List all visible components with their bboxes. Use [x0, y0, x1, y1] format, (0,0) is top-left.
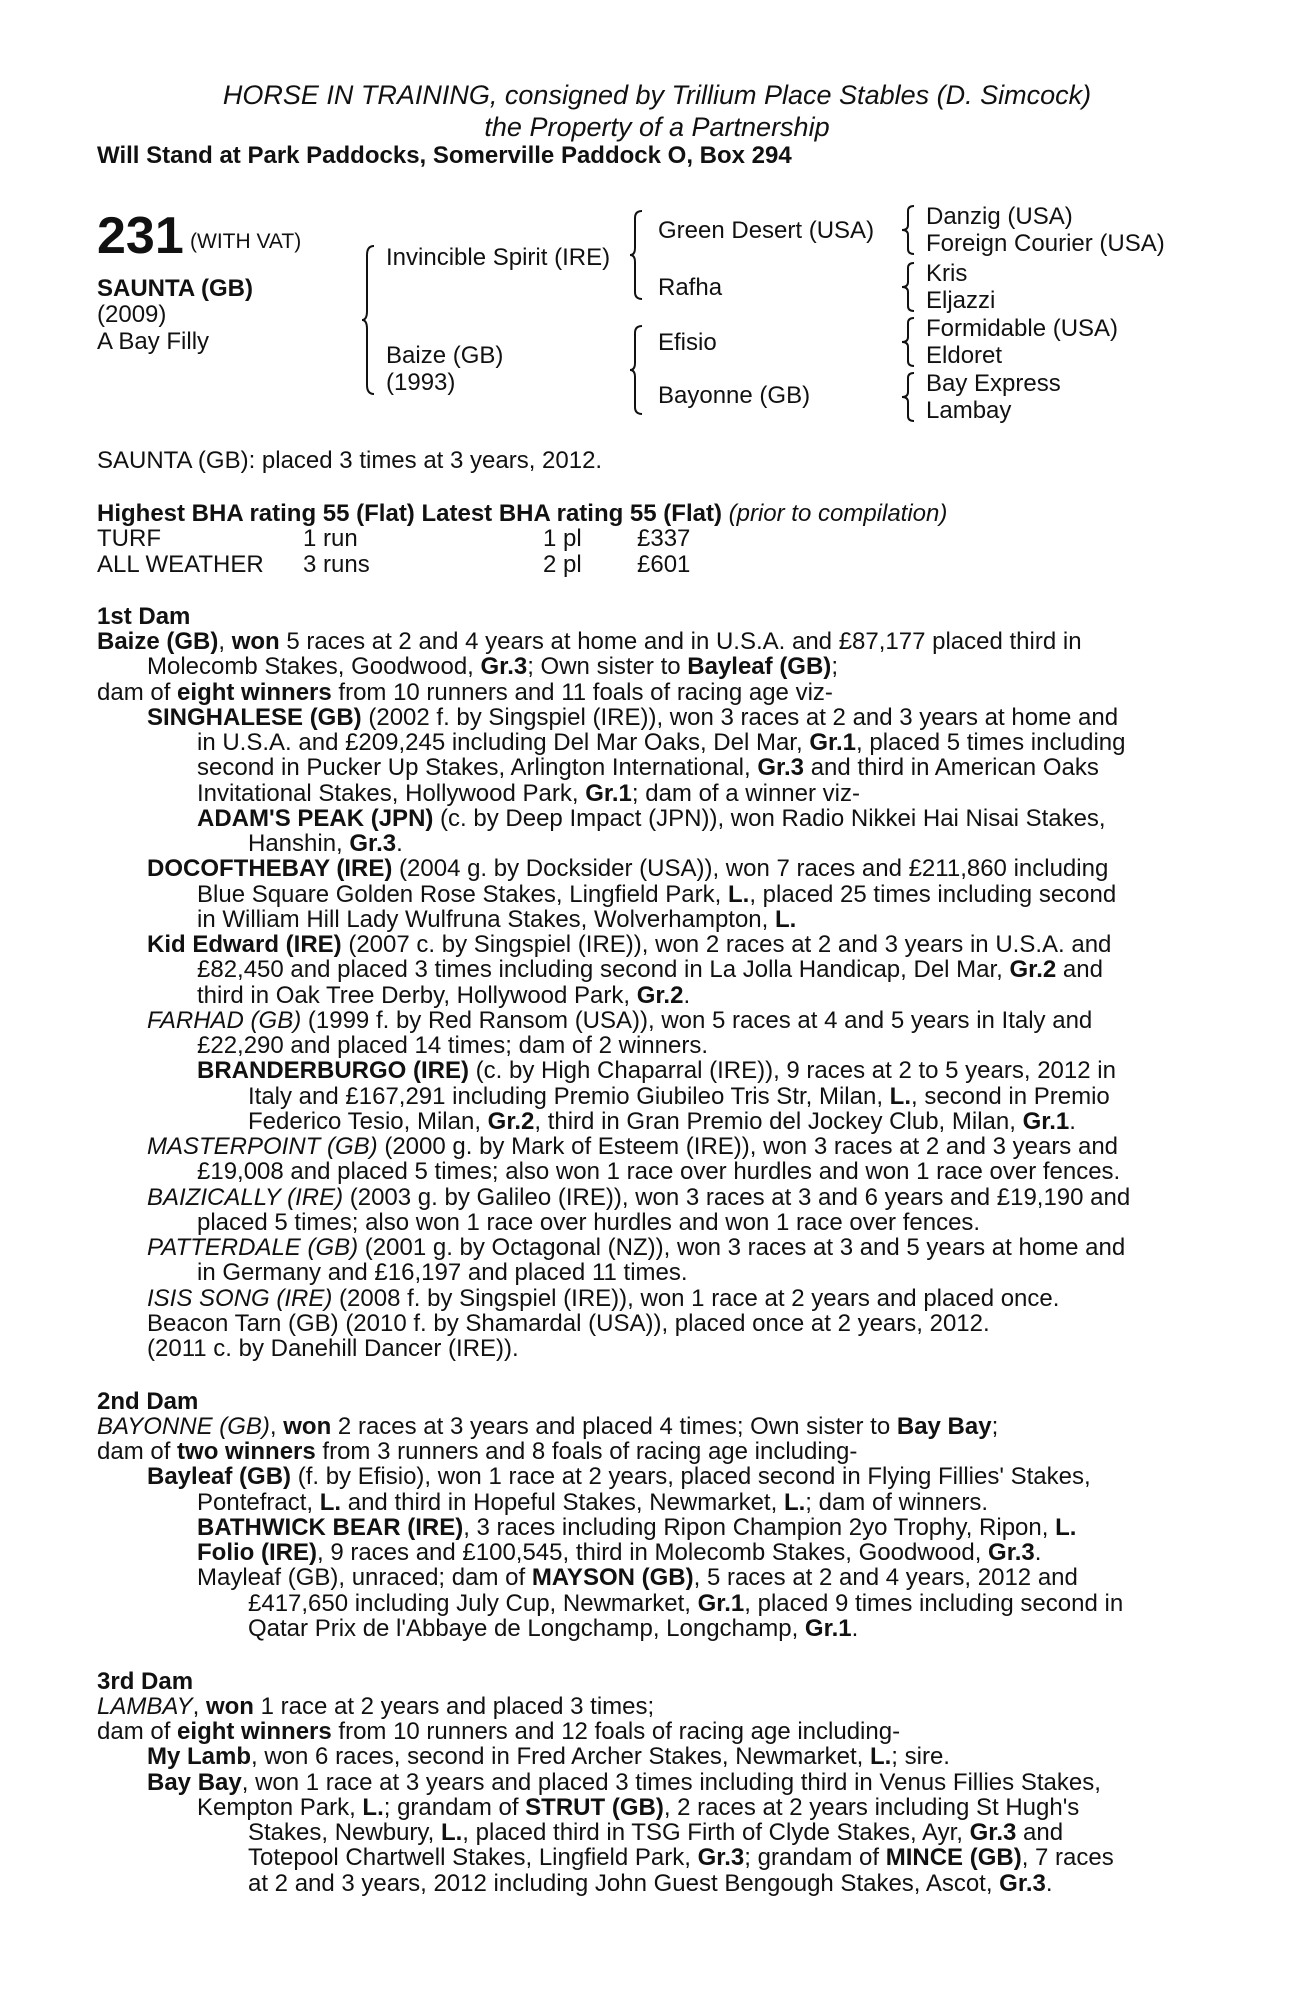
third-dam-heading: 3rd Dam [97, 1668, 194, 1695]
pedigree-sire: Invincible Spirit (IRE) [386, 244, 611, 271]
second-dam-line: BATHWICK BEAR (IRE), 3 races including Ripon Champion 2yo Trophy, Ripon, L. [197, 1514, 1077, 1541]
pedigree-brace-sire [630, 210, 644, 300]
aw-money: £601 [637, 551, 691, 578]
second-dam-line: dam of two winners from 3 runners and 8 foals of racing age including- [97, 1438, 858, 1465]
second-dam-line: Folio (IRE), 9 races and £100,545, third in Molecomb Stakes, Goodwood, Gr.3. [197, 1539, 1042, 1566]
first-dam-line: DOCOFTHEBAY (IRE) (2004 g. by Docksider (USA)), won 7 races and £211,860 including [147, 855, 1109, 882]
first-dam-line: Blue Square Golden Rose Stakes, Lingfield Park, L., placed 25 times including second [197, 881, 1117, 908]
pedigree-ddd: Lambay [926, 397, 1012, 424]
third-dam-line: LAMBAY, won 1 race at 2 years and placed 3 times; [97, 1693, 655, 1720]
second-dam-line: Pontefract, L. and third in Hopeful Stakes, Newmarket, L.; dam of winners. [197, 1489, 989, 1516]
first-dam-line: Hanshin, Gr.3. [248, 830, 403, 857]
pedigree-sds: Kris [926, 260, 968, 287]
pedigree-brace-sd [902, 262, 916, 312]
bha-rating [97, 501, 947, 527]
first-dam-line: £22,290 and placed 14 times; dam of 2 winners. [197, 1032, 708, 1059]
pedigree-dam-year: (1993) [386, 369, 456, 396]
pedigree-brace-dd [902, 372, 916, 422]
pedigree-dam-dam: Bayonne (GB) [658, 382, 811, 409]
first-dam-line: dam of eight winners from 10 runners and 11 foals of racing age viz- [97, 679, 833, 706]
first-dam-line: FARHAD (GB) (1999 f. by Red Ransom (USA)), won 5 races at 4 and 5 years in Italy and [147, 1007, 1093, 1034]
first-dam-line: placed 5 times; also won 1 race over hurdles and won 1 race over fences. [197, 1209, 981, 1236]
first-dam-line: Beacon Tarn (GB) (2010 f. by Shamardal (USA)), placed once at 2 years, 2012. [147, 1310, 990, 1337]
first-dam-line: third in Oak Tree Derby, Hollywood Park, Gr.2. [197, 982, 691, 1009]
pedigree-dam-sire: Efisio [658, 329, 717, 356]
pedigree-sire-dam: Rafha [658, 274, 723, 301]
horse-name: SAUNTA (GB) [97, 275, 253, 302]
third-dam-line: Kempton Park, L.; grandam of STRUT (GB), 2 races at 2 years including St Hugh's [197, 1794, 1080, 1821]
first-dam-line: Italy and £167,291 including Premio Giubileo Tris Str, Milan, L., second in Premio [248, 1083, 1110, 1110]
first-dam-line: PATTERDALE (GB) (2001 g. by Octagonal (NZ)), won 3 races at 3 and 5 years at home and [147, 1234, 1126, 1261]
consignor-line: HORSE IN TRAINING, consigned by Trillium Place Stables (D. Simcock) [222, 80, 1092, 110]
turf-money: £337 [637, 525, 691, 552]
second-dam-line: Qatar Prix de l'Abbaye de Longchamp, Longchamp, Gr.1. [248, 1615, 859, 1642]
second-dam-line: £417,650 including July Cup, Newmarket, Gr.1, placed 9 times including second in [248, 1590, 1124, 1617]
first-dam-line: Federico Tesio, Milan, Gr.2, third in Gran Premio del Jockey Club, Milan, Gr.1. [248, 1108, 1076, 1135]
property-line: the Property of a Partnership [484, 112, 830, 142]
first-dam-line: BAIZICALLY (IRE) (2003 g. by Galileo (IRE)), won 3 races at 3 and 6 years and £19,190 and [147, 1184, 1131, 1211]
first-dam-line: second in Pucker Up Stakes, Arlington International, Gr.3 and third in American Oaks [197, 754, 1099, 781]
first-dam-line: SINGHALESE (GB) (2002 f. by Singspiel (IRE)), won 3 races at 2 and 3 years at home and [147, 704, 1119, 731]
turf-surface: TURF [97, 525, 161, 552]
horse-description: A Bay Filly [97, 328, 210, 355]
first-dam-heading: 1st Dam [97, 603, 191, 630]
pedigree-brace-ds [902, 317, 916, 367]
race-summary: SAUNTA (GB): placed 3 times at 3 years, 2012. [97, 447, 603, 474]
pedigree-brace-dam [630, 325, 644, 415]
second-dam-line: Mayleaf (GB), unraced; dam of MAYSON (GB), 5 races at 2 and 4 years, 2012 and [197, 1564, 1078, 1591]
first-dam-line: Baize (GB), won 5 races at 2 and 4 years at home and in U.S.A. and £87,177 placed third in [97, 628, 1082, 655]
first-dam-line: in William Hill Lady Wulfruna Stakes, Wolverhampton, L. [197, 906, 797, 933]
third-dam-line: at 2 and 3 years, 2012 including John Guest Bengough Stakes, Ascot, Gr.3. [248, 1870, 1053, 1897]
second-dam-line: BAYONNE (GB), won 2 races at 3 years and placed 4 times; Own sister to Bay Bay; [97, 1413, 999, 1440]
first-dam-line: ISIS SONG (IRE) (2008 f. by Singspiel (IRE)), won 1 race at 2 years and placed once. [147, 1285, 1060, 1312]
aw-placed: 2 pl [543, 551, 582, 578]
pedigree-dsd: Eldoret [926, 342, 1003, 369]
first-dam-line: BRANDERBURGO (IRE) (c. by High Chaparral (IRE)), 9 races at 2 to 5 years, 2012 in [197, 1057, 1116, 1084]
first-dam-line: in Germany and £16,197 and placed 11 times. [197, 1259, 688, 1286]
first-dam-line: Kid Edward (IRE) (2007 c. by Singspiel (IRE)), won 2 races at 2 and 3 years in U.S.A. and [147, 931, 1112, 958]
pedigree-dds: Bay Express [926, 370, 1061, 397]
first-dam-line: ADAM'S PEAK (JPN) (c. by Deep Impact (JPN)), won Radio Nikkei Hai Nisai Stakes, [197, 805, 1106, 832]
third-dam-line: Bay Bay, won 1 race at 3 years and placed 3 times including third in Venus Fillies Stakes, [147, 1769, 1101, 1796]
third-dam-line: My Lamb, won 6 races, second in Fred Archer Stakes, Newmarket, L.; sire. [147, 1743, 950, 1770]
bha-rating-text: Highest BHA rating 55 (Flat) Latest BHA rating 55 (Flat) [97, 500, 722, 527]
first-dam-line: in U.S.A. and £209,245 including Del Mar Oaks, Del Mar, Gr.1, placed 5 times including [197, 729, 1126, 756]
first-dam-line: Invitational Stakes, Hollywood Park, Gr.1; dam of a winner viz- [197, 780, 860, 807]
first-dam-line: MASTERPOINT (GB) (2000 g. by Mark of Esteem (IRE)), won 3 races at 2 and 3 years and [147, 1133, 1119, 1160]
pedigree-dss: Formidable (USA) [926, 315, 1119, 342]
first-dam-line: Molecomb Stakes, Goodwood, Gr.3; Own sister to Bayleaf (GB); [147, 653, 838, 680]
turf-placed: 1 pl [543, 525, 582, 552]
first-dam-line: (2011 c. by Danehill Dancer (IRE)). [147, 1335, 519, 1362]
pedigree-sire-sire: Green Desert (USA) [658, 217, 875, 244]
pedigree-dam: Baize (GB) [386, 342, 504, 369]
pedigree-sdd: Eljazzi [926, 287, 996, 314]
third-dam-line: Stakes, Newbury, L., placed third in TSG Firth of Clyde Stakes, Ayr, Gr.3 and [248, 1819, 1064, 1846]
stand-line: Will Stand at Park Paddocks, Somerville Paddock O, Box 294 [97, 142, 792, 169]
second-dam-heading: 2nd Dam [97, 1388, 199, 1415]
pedigree-brace-main [362, 245, 376, 395]
first-dam-line: £82,450 and placed 3 times including second in La Jolla Handicap, Del Mar, Gr.2 and [197, 956, 1103, 983]
pedigree-brace-ss [902, 205, 916, 255]
pedigree-sss: Danzig (USA) [926, 203, 1073, 230]
third-dam-line: Totepool Chartwell Stakes, Lingfield Park, Gr.3; grandam of MINCE (GB), 7 races [248, 1844, 1114, 1871]
lot-number: 231 [97, 207, 184, 265]
bha-rating-note: (prior to compilation) [728, 500, 948, 527]
pedigree-ssd: Foreign Courier (USA) [926, 230, 1165, 257]
first-dam-line: £19,008 and placed 5 times; also won 1 race over hurdles and won 1 race over fences. [197, 1158, 1121, 1185]
horse-year: (2009) [97, 301, 167, 328]
aw-runs: 3 runs [303, 551, 370, 578]
turf-runs: 1 run [303, 525, 358, 552]
vat-label: (WITH VAT) [190, 230, 302, 253]
aw-surface: ALL WEATHER [97, 551, 264, 578]
third-dam-line: dam of eight winners from 10 runners and 12 foals of racing age including- [97, 1718, 901, 1745]
second-dam-line: Bayleaf (GB) (f. by Efisio), won 1 race at 2 years, placed second in Flying Fillies' Stakes, [147, 1463, 1091, 1490]
